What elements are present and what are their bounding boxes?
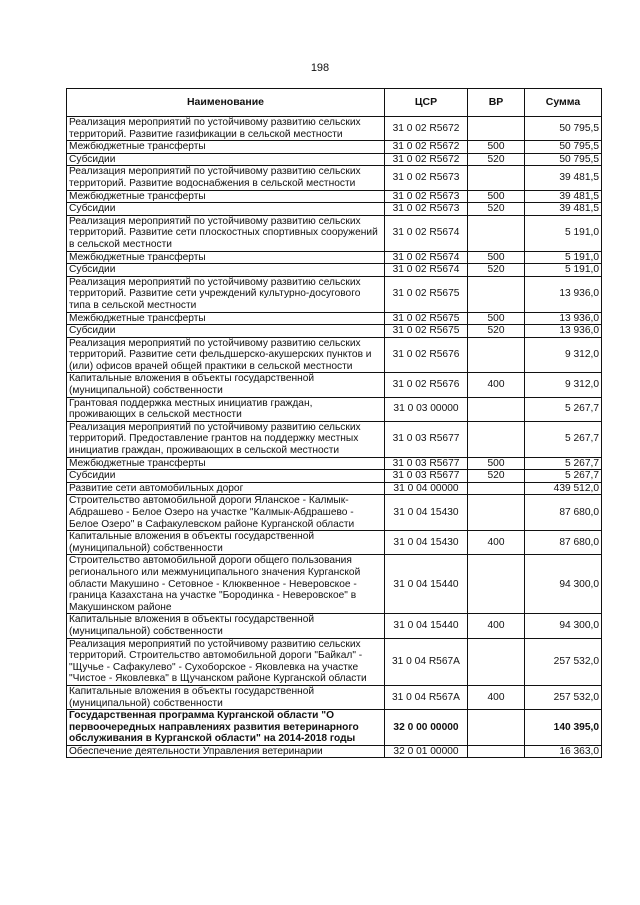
cell-csr: 31 0 03 R5677 — [385, 421, 468, 457]
cell-name: Межбюджетные трансферты — [67, 141, 385, 154]
table-row — [67, 710, 602, 746]
cell-name: Субсидии — [67, 203, 385, 216]
cell-csr: 31 0 04 R567A — [385, 685, 468, 709]
cell-name: Реализация мероприятий по устойчивому развитию сельских территорий. Развитие водоснабжения в сельской местности — [67, 166, 385, 190]
cell-sum: 87 680,0 — [525, 531, 602, 555]
table-row — [67, 373, 602, 397]
cell-sum: 50 795,5 — [525, 153, 602, 166]
cell-vr: 400 — [468, 531, 525, 555]
cell-sum: 13 936,0 — [525, 325, 602, 338]
header-csr: ЦСР — [385, 89, 468, 117]
table-header-row — [67, 89, 602, 117]
cell-name: Реализация мероприятий по устойчивому развитию сельских территорий. Предоставление грантов на поддержку местных инициатив граждан, проживающих в сельской местности — [67, 421, 385, 457]
cell-name: Реализация мероприятий по устойчивому развитию сельских территорий. Развитие сети фельдшерско-акушерских пунктов и (или) офисов врачей общей практики в сельской местности — [67, 337, 385, 373]
cell-csr: 31 0 03 R5677 — [385, 457, 468, 470]
cell-name: Капитальные вложения в объекты государственной (муниципальной) собственности — [67, 531, 385, 555]
header-name: Наименование — [67, 89, 385, 117]
cell-sum: 87 680,0 — [525, 495, 602, 531]
cell-sum: 16 363,0 — [525, 745, 602, 758]
cell-sum: 9 312,0 — [525, 373, 602, 397]
cell-sum: 94 300,0 — [525, 555, 602, 614]
cell-name: Государственная программа Курганской области "О первоочередных направлениях развития ветеринарного обслуживания в Курганской области" на 2014-2018 годы — [67, 710, 385, 746]
cell-name: Субсидии — [67, 264, 385, 277]
cell-vr: 520 — [468, 203, 525, 216]
cell-name: Капитальные вложения в объекты государственной (муниципальной) собственности — [67, 685, 385, 709]
cell-vr — [468, 638, 525, 685]
cell-csr: 31 0 02 R5672 — [385, 153, 468, 166]
cell-csr: 31 0 04 15430 — [385, 531, 468, 555]
cell-csr: 31 0 02 R5672 — [385, 141, 468, 154]
table-row — [67, 421, 602, 457]
cell-csr: 32 0 01 00000 — [385, 745, 468, 758]
page-number: 198 — [310, 62, 330, 74]
cell-csr: 31 0 04 15430 — [385, 495, 468, 531]
budget-table — [66, 88, 602, 758]
cell-csr: 31 0 02 R5673 — [385, 190, 468, 203]
table-row — [67, 685, 602, 709]
table-row — [67, 531, 602, 555]
cell-csr: 31 0 02 R5676 — [385, 337, 468, 373]
cell-vr — [468, 117, 525, 141]
cell-csr: 31 0 04 00000 — [385, 482, 468, 495]
cell-csr: 32 0 00 00000 — [385, 710, 468, 746]
cell-vr — [468, 495, 525, 531]
cell-csr: 31 0 03 R5677 — [385, 470, 468, 483]
cell-sum: 39 481,5 — [525, 166, 602, 190]
cell-sum: 439 512,0 — [525, 482, 602, 495]
cell-sum: 50 795,5 — [525, 117, 602, 141]
table-row — [67, 638, 602, 685]
cell-vr — [468, 276, 525, 312]
cell-vr — [468, 482, 525, 495]
cell-csr: 31 0 02 R5672 — [385, 117, 468, 141]
cell-sum: 13 936,0 — [525, 312, 602, 325]
cell-sum: 9 312,0 — [525, 337, 602, 373]
cell-sum: 39 481,5 — [525, 203, 602, 216]
table-row — [67, 276, 602, 312]
cell-sum: 5 191,0 — [525, 264, 602, 277]
table-row — [67, 745, 602, 758]
table-row — [67, 614, 602, 638]
cell-name: Реализация мероприятий по устойчивому развитию сельских территорий. Развитие сети плоскостных спортивных сооружений в сельской местности — [67, 215, 385, 251]
table-row — [67, 470, 602, 483]
cell-sum: 5 191,0 — [525, 251, 602, 264]
cell-csr: 31 0 04 R567A — [385, 638, 468, 685]
table-row — [67, 153, 602, 166]
cell-sum: 140 395,0 — [525, 710, 602, 746]
cell-vr: 500 — [468, 141, 525, 154]
table-row — [67, 312, 602, 325]
cell-name: Субсидии — [67, 470, 385, 483]
cell-csr: 31 0 04 15440 — [385, 614, 468, 638]
table-row — [67, 251, 602, 264]
cell-name: Реализация мероприятий по устойчивому развитию сельских территорий. Развитие газификации в сельской местности — [67, 117, 385, 141]
cell-vr: 520 — [468, 264, 525, 277]
table-row — [67, 141, 602, 154]
cell-csr: 31 0 02 R5674 — [385, 264, 468, 277]
table-row — [67, 264, 602, 277]
cell-csr: 31 0 03 00000 — [385, 397, 468, 421]
cell-csr: 31 0 02 R5676 — [385, 373, 468, 397]
cell-vr: 520 — [468, 470, 525, 483]
cell-csr: 31 0 02 R5674 — [385, 251, 468, 264]
cell-vr — [468, 555, 525, 614]
cell-name: Грантовая поддержка местных инициатив граждан, проживающих в сельской местности — [67, 397, 385, 421]
table-row — [67, 457, 602, 470]
table-row — [67, 117, 602, 141]
cell-vr — [468, 337, 525, 373]
cell-vr — [468, 421, 525, 457]
cell-csr: 31 0 02 R5675 — [385, 325, 468, 338]
table-row — [67, 215, 602, 251]
cell-vr: 500 — [468, 312, 525, 325]
cell-name: Межбюджетные трансферты — [67, 457, 385, 470]
table-row — [67, 190, 602, 203]
cell-csr: 31 0 04 15440 — [385, 555, 468, 614]
cell-vr — [468, 166, 525, 190]
cell-vr: 400 — [468, 685, 525, 709]
cell-vr: 500 — [468, 251, 525, 264]
cell-sum: 5 267,7 — [525, 457, 602, 470]
cell-name: Капитальные вложения в объекты государственной (муниципальной) собственности — [67, 614, 385, 638]
table-row — [67, 203, 602, 216]
cell-sum: 50 795,5 — [525, 141, 602, 154]
cell-sum: 39 481,5 — [525, 190, 602, 203]
cell-csr: 31 0 02 R5673 — [385, 203, 468, 216]
table-body — [67, 117, 602, 758]
table-row — [67, 325, 602, 338]
cell-name: Строительство автомобильной дороги общего пользования регионального или межмуниципального значения Курганской области Макушино - Сетовное - Клюквенное - Неверовское - граница Казахстана на участке "Бородинка - Неверовское" в Макушинском районе — [67, 555, 385, 614]
cell-csr: 31 0 02 R5675 — [385, 312, 468, 325]
cell-sum: 257 532,0 — [525, 685, 602, 709]
cell-vr — [468, 745, 525, 758]
cell-vr: 520 — [468, 325, 525, 338]
cell-name: Обеспечение деятельности Управления ветеринарии — [67, 745, 385, 758]
cell-csr: 31 0 02 R5673 — [385, 166, 468, 190]
cell-vr: 520 — [468, 153, 525, 166]
table-row — [67, 495, 602, 531]
cell-name: Межбюджетные трансферты — [67, 190, 385, 203]
cell-name: Межбюджетные трансферты — [67, 312, 385, 325]
cell-name: Межбюджетные трансферты — [67, 251, 385, 264]
cell-vr: 500 — [468, 190, 525, 203]
cell-csr: 31 0 02 R5674 — [385, 215, 468, 251]
cell-sum: 5 267,7 — [525, 470, 602, 483]
header-vr: ВР — [468, 89, 525, 117]
cell-sum: 257 532,0 — [525, 638, 602, 685]
cell-sum: 13 936,0 — [525, 276, 602, 312]
cell-sum: 5 191,0 — [525, 215, 602, 251]
table-row — [67, 166, 602, 190]
cell-vr: 400 — [468, 614, 525, 638]
cell-vr — [468, 215, 525, 251]
cell-sum: 5 267,7 — [525, 421, 602, 457]
cell-vr — [468, 710, 525, 746]
cell-name: Реализация мероприятий по устойчивому развитию сельских территорий. Развитие сети учреждений культурно-досугового типа в сельской местности — [67, 276, 385, 312]
cell-name: Субсидии — [67, 153, 385, 166]
table-row — [67, 397, 602, 421]
cell-vr — [468, 397, 525, 421]
table-row — [67, 337, 602, 373]
cell-csr: 31 0 02 R5675 — [385, 276, 468, 312]
cell-vr: 400 — [468, 373, 525, 397]
cell-name: Субсидии — [67, 325, 385, 338]
table-row — [67, 555, 602, 614]
cell-name: Строительство автомобильной дороги Яланское - Калмык-Абдрашево - Белое Озеро на участке "Калмык-Абдрашево - Белое Озеро" в Сафакулевском районе Курганской области — [67, 495, 385, 531]
cell-name: Реализация мероприятий по устойчивому развитию сельских территорий. Строительство автомобильной дороги "Байкал" - "Щучье - Сафакулево" - Сухоборское - Яковлевка на участке "Чистое - Яковлевка" в Щучанском районе Курганской области — [67, 638, 385, 685]
cell-sum: 94 300,0 — [525, 614, 602, 638]
cell-sum: 5 267,7 — [525, 397, 602, 421]
table-row — [67, 482, 602, 495]
cell-name: Развитие сети автомобильных дорог — [67, 482, 385, 495]
cell-vr: 500 — [468, 457, 525, 470]
header-sum: Сумма — [525, 89, 602, 117]
cell-name: Капитальные вложения в объекты государственной (муниципальной) собственности — [67, 373, 385, 397]
